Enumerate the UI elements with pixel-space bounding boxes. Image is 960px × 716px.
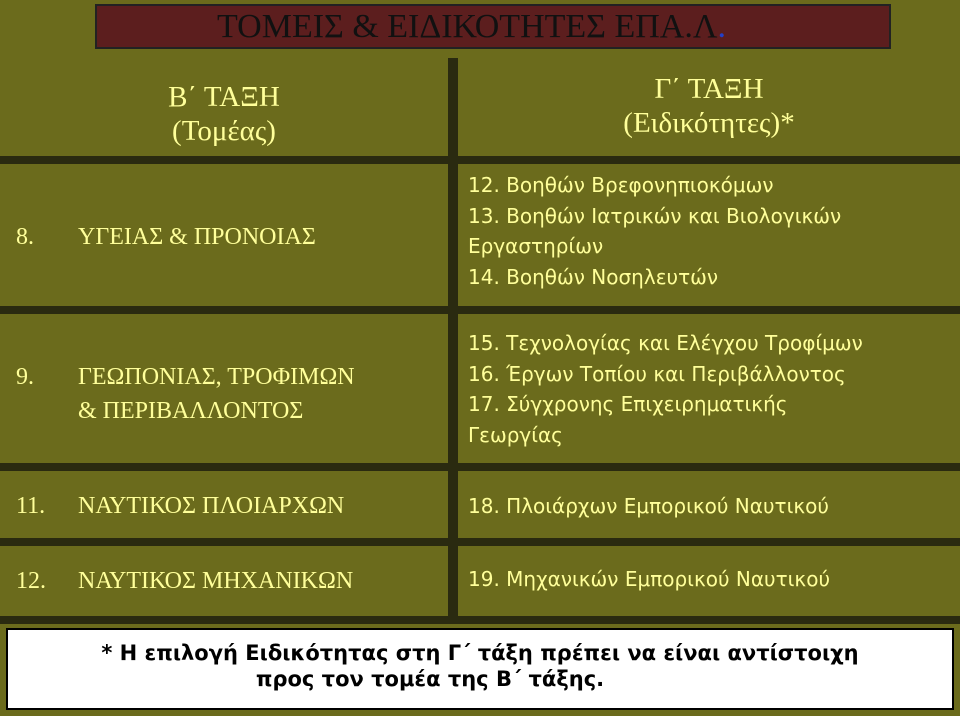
sector-number: 12.: [16, 568, 46, 594]
sector-number: 8.: [16, 224, 34, 250]
specialties-cell: [458, 164, 960, 306]
sector-cell: [0, 471, 448, 538]
footnote: [6, 628, 954, 710]
specialty-item: 12. Βοηθών Βρεφονηπιοκόμων: [468, 173, 774, 197]
specialties-cell: [458, 471, 960, 538]
row-divider: [0, 156, 960, 164]
specialty-item: Εργαστηρίων: [468, 234, 604, 258]
title-dot: .: [717, 8, 726, 45]
specialties-cell: [458, 546, 960, 616]
footnote-line1: * Η επιλογή Ειδικότητας στη Γ΄ τάξη πρέπει να είναι αντίστοιχη: [101, 641, 859, 665]
row-divider: [0, 538, 960, 546]
sector-number: 11.: [16, 493, 46, 519]
sector-cell: [0, 164, 448, 306]
sector-name: ΥΓΕΙΑΣ & ΠΡΟΝΟΙΑΣ: [78, 224, 316, 250]
header-b-class-subtitle: (Τομέας): [172, 115, 276, 147]
specialty-item: 15. Τεχνολογίας και Ελέγχου Τροφίμων: [468, 331, 863, 355]
sector-cell: [0, 546, 448, 616]
specialty-item: 16. Έργων Τοπίου και Περιβάλλοντος: [468, 361, 846, 386]
sector-number: 9.: [16, 364, 34, 390]
sector-name: ΝΑΥΤΙΚΟΣ ΜΗΧΑΝΙΚΩΝ: [78, 568, 354, 594]
row-divider: [0, 616, 960, 624]
header-c-class: [458, 66, 960, 156]
specialties-cell: [458, 314, 960, 463]
header-c-class-subtitle: (Ειδικότητες)*: [623, 107, 795, 139]
specialty-item: 13. Βοηθών Ιατρικών και Βιολογικών: [468, 203, 842, 228]
specialty-item: 17. Σύγχρονης Επιχειρηματικής: [468, 392, 788, 416]
page-title: [95, 4, 891, 49]
sector-name: ΓΕΩΠΟΝΙΑΣ, ΤΡΟΦΙΜΩΝ: [78, 364, 355, 390]
specialty-item: 14. Βοηθών Νοσηλευτών: [468, 264, 719, 289]
row-divider: [0, 463, 960, 471]
header-b-class-title: Β΄ ΤΑΞΗ: [168, 81, 280, 113]
specialty-item: 18. Πλοιάρχων Εμπορικού Ναυτικού: [468, 494, 829, 518]
footnote-line2: προς τον τομέα της Β΄ τάξης.: [255, 667, 605, 691]
header-c-class-title: Γ΄ ΤΑΞΗ: [654, 73, 764, 105]
header-b-class: [0, 66, 448, 156]
title-text: ΤΟΜΕΙΣ & ΕΙΔΙΚΟΤΗΤΕΣ ΕΠΑ.Λ: [217, 8, 718, 45]
sector-name: & ΠΕΡΙΒΑΛΛΟΝΤΟΣ: [78, 398, 304, 424]
sector-name: ΝΑΥΤΙΚΟΣ ΠΛΟΙΑΡΧΩΝ: [78, 493, 345, 519]
sector-cell: [0, 314, 448, 463]
row-divider: [0, 306, 960, 314]
specialty-item: 19. Μηχανικών Εμπορικού Ναυτικού: [468, 567, 831, 591]
specialty-item: Γεωργίας: [468, 422, 563, 447]
